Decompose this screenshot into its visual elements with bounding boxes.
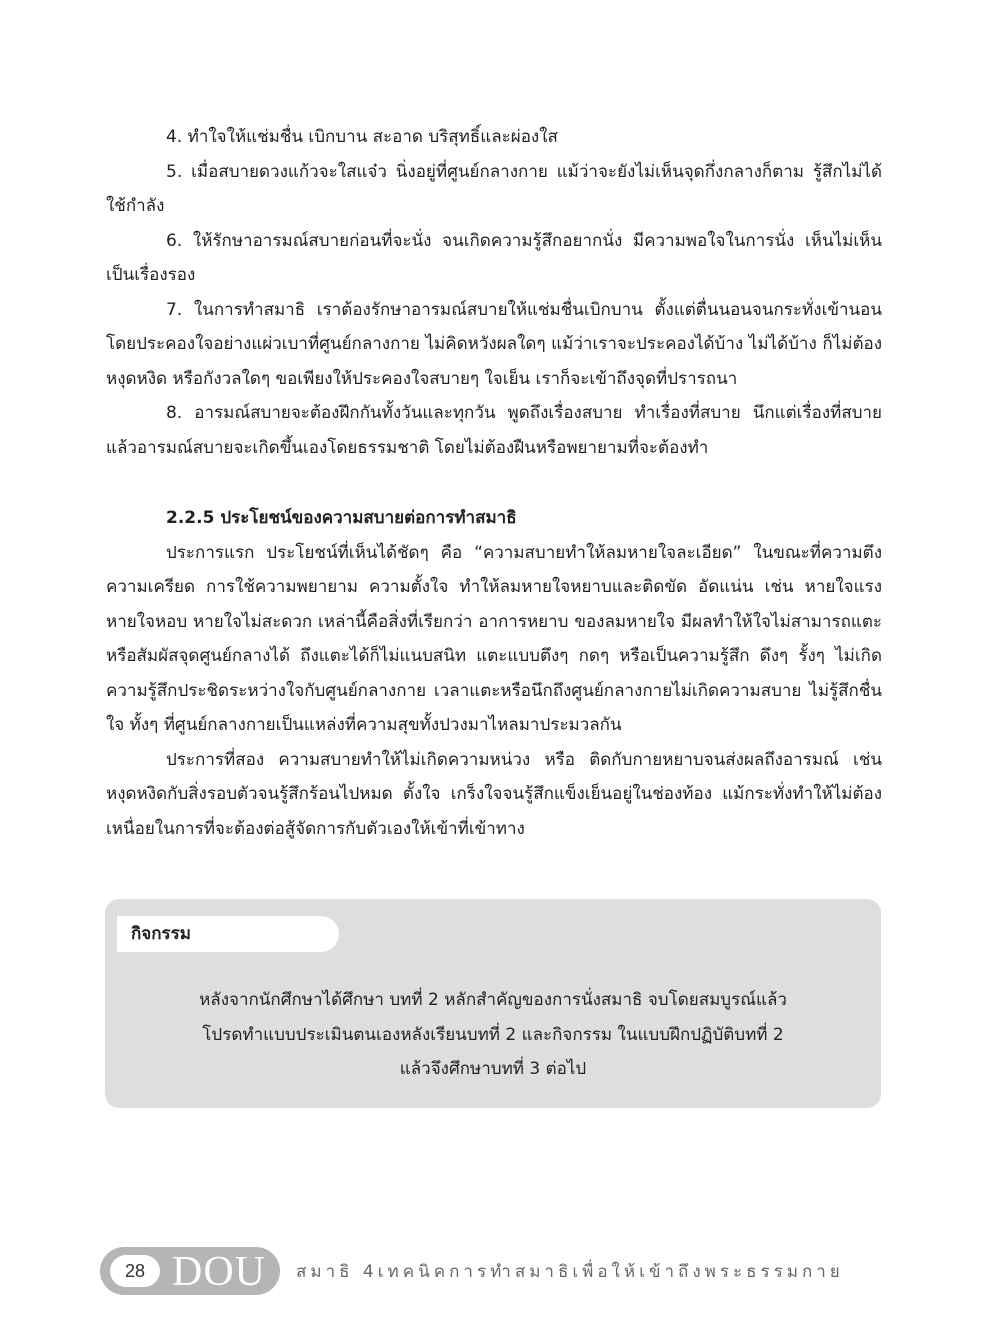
dou-logo: DOU	[172, 1249, 266, 1295]
page-footer	[100, 1247, 900, 1297]
activity-box	[105, 899, 881, 1108]
list-item-7: 7. ในการทำสมาธิ เราต้องรักษาอารมณ์สบายให้แช่มชื่นเบิกบาน ตั้งแต่ตื่นนอนจนกระทั่งเข้านอน โดยประคองใจอย่างแผ่วเบาที่ศูนย์กลางกาย ไม่คิดหวังผลใดๆ แม้ว่าเราจะประคองได้บ้าง ไม่ได้บ้าง ก็ไม่ต้องหงุดหงิด หรือกังวลใดๆ ขอเพียงให้ประคองใจสบายๆ ใจเย็น เราก็จะเข้าถึงจุดที่ปรารถนา	[106, 299, 882, 389]
activity-line: หลังจากนักศึกษาได้ศึกษา บทที่ 2 หลักสำคัญของการนั่งสมาธิ จบโดยสมบูรณ์แล้ว	[199, 990, 787, 1010]
page-number: 28	[110, 1255, 160, 1287]
footer-badge	[100, 1247, 280, 1295]
list-item-8: 8. อารมณ์สบายจะต้องฝึกกันทั้งวันและทุกวัน พูดถึงเรื่องสบาย ทำเรื่องที่สบาย นึกแต่เรื่องที่สบาย แล้วอารมณ์สบายจะเกิดขึ้นเองโดยธรรมชาติ โดยไม่ต้องฝืนหรือพยายามที่จะต้องทำ	[106, 403, 882, 458]
list-item-4: 4. ทำใจให้แช่มชื่น เบิกบาน สะอาด บริสุทธิ์และผ่องใส	[166, 127, 558, 147]
section-paragraph-second: ประการที่สอง ความสบายทำให้ไม่เกิดความหน่วง หรือ ติดกับกายหยาบจนส่งผลถึงอารมณ์ เช่น หงุดหงิดกับสิ่งรอบตัวจนรู้สึกร้อนไปหมด ตั้งใจ เกร็งใจจนรู้สึกแข็งเย็นอยู่ในช่องท้อง แม้กระทั่งทำให้ไม่ต้องเหนื่อยในการที่จะต้องต่อสู้จัดการกับตัวเองให้เข้าที่เข้าทาง	[106, 749, 882, 839]
list-item-5: 5. เมื่อสบายดวงแก้วจะใสแจ๋ว นิ่งอยู่ที่ศูนย์กลางกาย แม้ว่าจะยังไม่เห็นจุดกึ่งกลางก็ตาม รู้สึกไม่ได้ใช้กำลัง	[106, 161, 882, 216]
section-spacer	[106, 465, 882, 501]
list-item-6: 6. ให้รักษาอารมณ์สบายก่อนที่จะนั่ง จนเกิดความรู้สึกอยากนั่ง มีความพอใจในการนั่ง เห็นไม่เห็นเป็นเรื่องรอง	[106, 230, 882, 285]
section-heading: 2.2.5 ประโยชน์ของความสบายต่อการทำสมาธิ	[166, 508, 517, 528]
section-paragraph-first: ประการแรก ประโยชน์ที่เห็นได้ชัดๆ คือ “ความสบายทำให้ลมหายใจละเอียด” ในขณะที่ความตึง ความเครียด การใช้ความพยายาม ความตั้งใจ ทำให้ลมหายใจหยาบและติดขัด อัดแน่น เช่น หายใจแรง หายใจหอบ หายใจไม่สะดวก เหล่านี้คือสิ่งที่เรียกว่า อาการหยาบ ของลมหายใจ มีผลทำให้ใจไม่สามารถแตะหรือสัมผัสจุดศูนย์กลางได้ ถึงแตะได้ก็ไม่แนบสนิท แตะแบบตึงๆ กดๆ หรือเป็นความรู้สึก ดึงๆ รั้งๆ ไม่เกิดความรู้สึกประชิดระหว่างใจกับศูนย์กลางกาย เวลาแตะหรือนึกถึงศูนย์กลางกายไม่เกิดความสบาย ไม่รู้สึกชื่นใจ ทั้งๆ ที่ศูนย์กลางกายเป็นแหล่งที่ความสุขทั้งปวงมาไหลมาประมวลกัน	[106, 542, 882, 735]
activity-label: กิจกรรม	[117, 916, 339, 952]
activity-line: แล้วจึงศึกษาบทที่ 3 ต่อไป	[399, 1059, 587, 1079]
activity-line: โปรดทำแบบประเมินตนเองหลังเรียนบทที่ 2 และกิจกรรม ในแบบฝึกปฏิบัติบทที่ 2	[202, 1024, 784, 1045]
book-title: สมาธิ 4เทคนิคการทำสมาธิเพื่อให้เข้าถึงพระธรรมกาย	[296, 1262, 844, 1282]
activity-instructions	[105, 983, 881, 1087]
page-body	[106, 120, 882, 846]
